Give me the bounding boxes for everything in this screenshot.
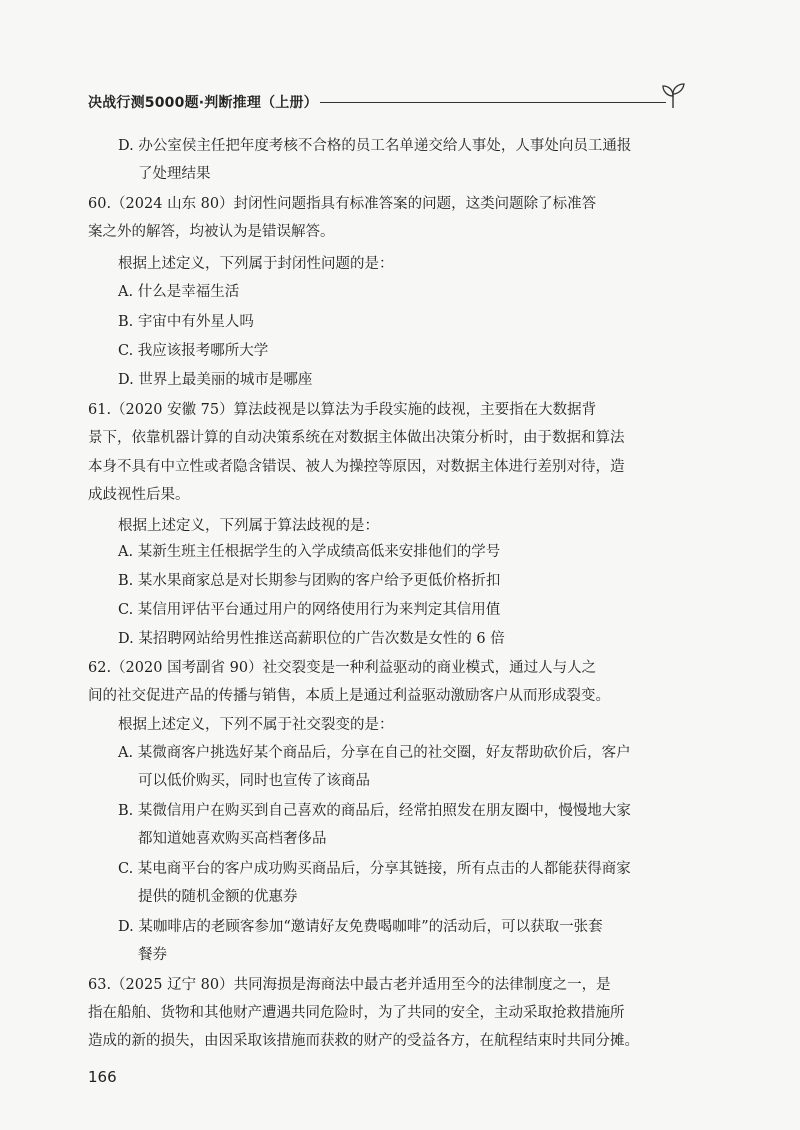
question-60-cont: 案之外的解答，均被认为是错误解答。	[88, 224, 335, 240]
option-60a: A. 什么是幸福生活	[118, 284, 240, 300]
question-62-prompt: 根据上述定义，下列不属于社交裂变的是：	[118, 717, 394, 733]
option-62a: A. 某微商客户挑选好某个商品后，分享在自己的社交圈，好友帮助砍价后，客户	[118, 745, 631, 761]
question-62-cont: 间的社交促进产品的传播与销售，本质上是通过利益驱动激励客户从而形成裂变。	[88, 688, 610, 704]
option-62b: B. 某微信用户在购买到自己喜欢的商品后，经常拍照发在朋友圈中，慢慢地大家	[118, 803, 631, 819]
option-61d: D. 某招聘网站给男性推送高薪职位的广告次数是女性的 6 倍	[118, 631, 505, 647]
question-60: 60.（2024 山东 80）封闭性问题指具有标准答案的问题，这类问题除了标准答	[88, 196, 597, 212]
option-61a: A. 某新生班主任根据学生的入学成绩高低来安排他们的学号	[118, 544, 501, 560]
option-61b: B. 某水果商家总是对长期参与团购的客户给予更低价格折扣	[118, 573, 501, 589]
question-61: 61.（2020 安徽 75）算法歧视是以算法为手段实施的歧视，主要指在大数据背	[88, 402, 597, 418]
question-60-prompt: 根据上述定义，下列属于封闭性问题的是：	[118, 256, 394, 272]
option-59d: D. 办公室侯主任把年度考核不合格的员工名单递交给人事处，人事处向员工通报	[118, 138, 632, 154]
question-63-cont2: 造成的新的损失，由因采取该措施而获救的财产的受益各方，在航程结束时共同分摊。	[88, 1033, 639, 1049]
question-61-cont1: 景下，依靠机器计算的自动决策系统在对数据主体做出决策分析时，由于数据和算法	[88, 430, 625, 446]
option-62d-cont: 餐券	[138, 947, 167, 963]
option-62d: D. 某咖啡店的老顾客参加“邀请好友免费喝咖啡”的活动后，可以获取一张套	[118, 919, 603, 935]
option-60c: C. 我应该报考哪所大学	[118, 343, 269, 359]
option-62c-cont: 提供的随机金额的优惠券	[138, 889, 298, 905]
option-62a-cont: 可以低价购买，同时也宣传了该商品	[138, 773, 370, 789]
question-62: 62.（2020 国考副省 90）社交裂变是一种利益驱动的商业模式，通过人与人之	[88, 660, 597, 676]
book-title: 决战行测5000题·判断推理（上册）	[88, 95, 318, 111]
question-61-cont3: 成歧视性后果。	[88, 487, 190, 503]
question-63: 63.（2025 辽宁 80）共同海损是海商法中最古老并适用至今的法律制度之一，是	[88, 977, 611, 993]
question-61-prompt: 根据上述定义，下列属于算法歧视的是：	[118, 518, 379, 534]
page-number: 166	[88, 1068, 117, 1086]
option-62c: C. 某电商平台的客户成功购买商品后，分享其链接，所有点击的人都能获得商家	[118, 861, 631, 877]
question-61-cont2: 本身不具有中立性或者隐含错误、被人为操控等原因，对数据主体进行差别对待，造	[88, 459, 625, 475]
option-60b: B. 宇宙中有外星人吗	[118, 314, 254, 330]
option-62b-cont: 都知道她喜欢购买高档奢侈品	[138, 831, 327, 847]
option-60d: D. 世界上最美丽的城市是哪座	[118, 372, 313, 388]
option-61c: C. 某信用评估平台通过用户的网络使用行为来判定其信用值	[118, 602, 501, 618]
option-59d-cont: 了处理结果	[138, 166, 211, 182]
question-63-cont1: 指在船舶、货物和其他财产遭遇共同危险时，为了共同的安全，主动采取抢救措施所	[88, 1005, 625, 1021]
